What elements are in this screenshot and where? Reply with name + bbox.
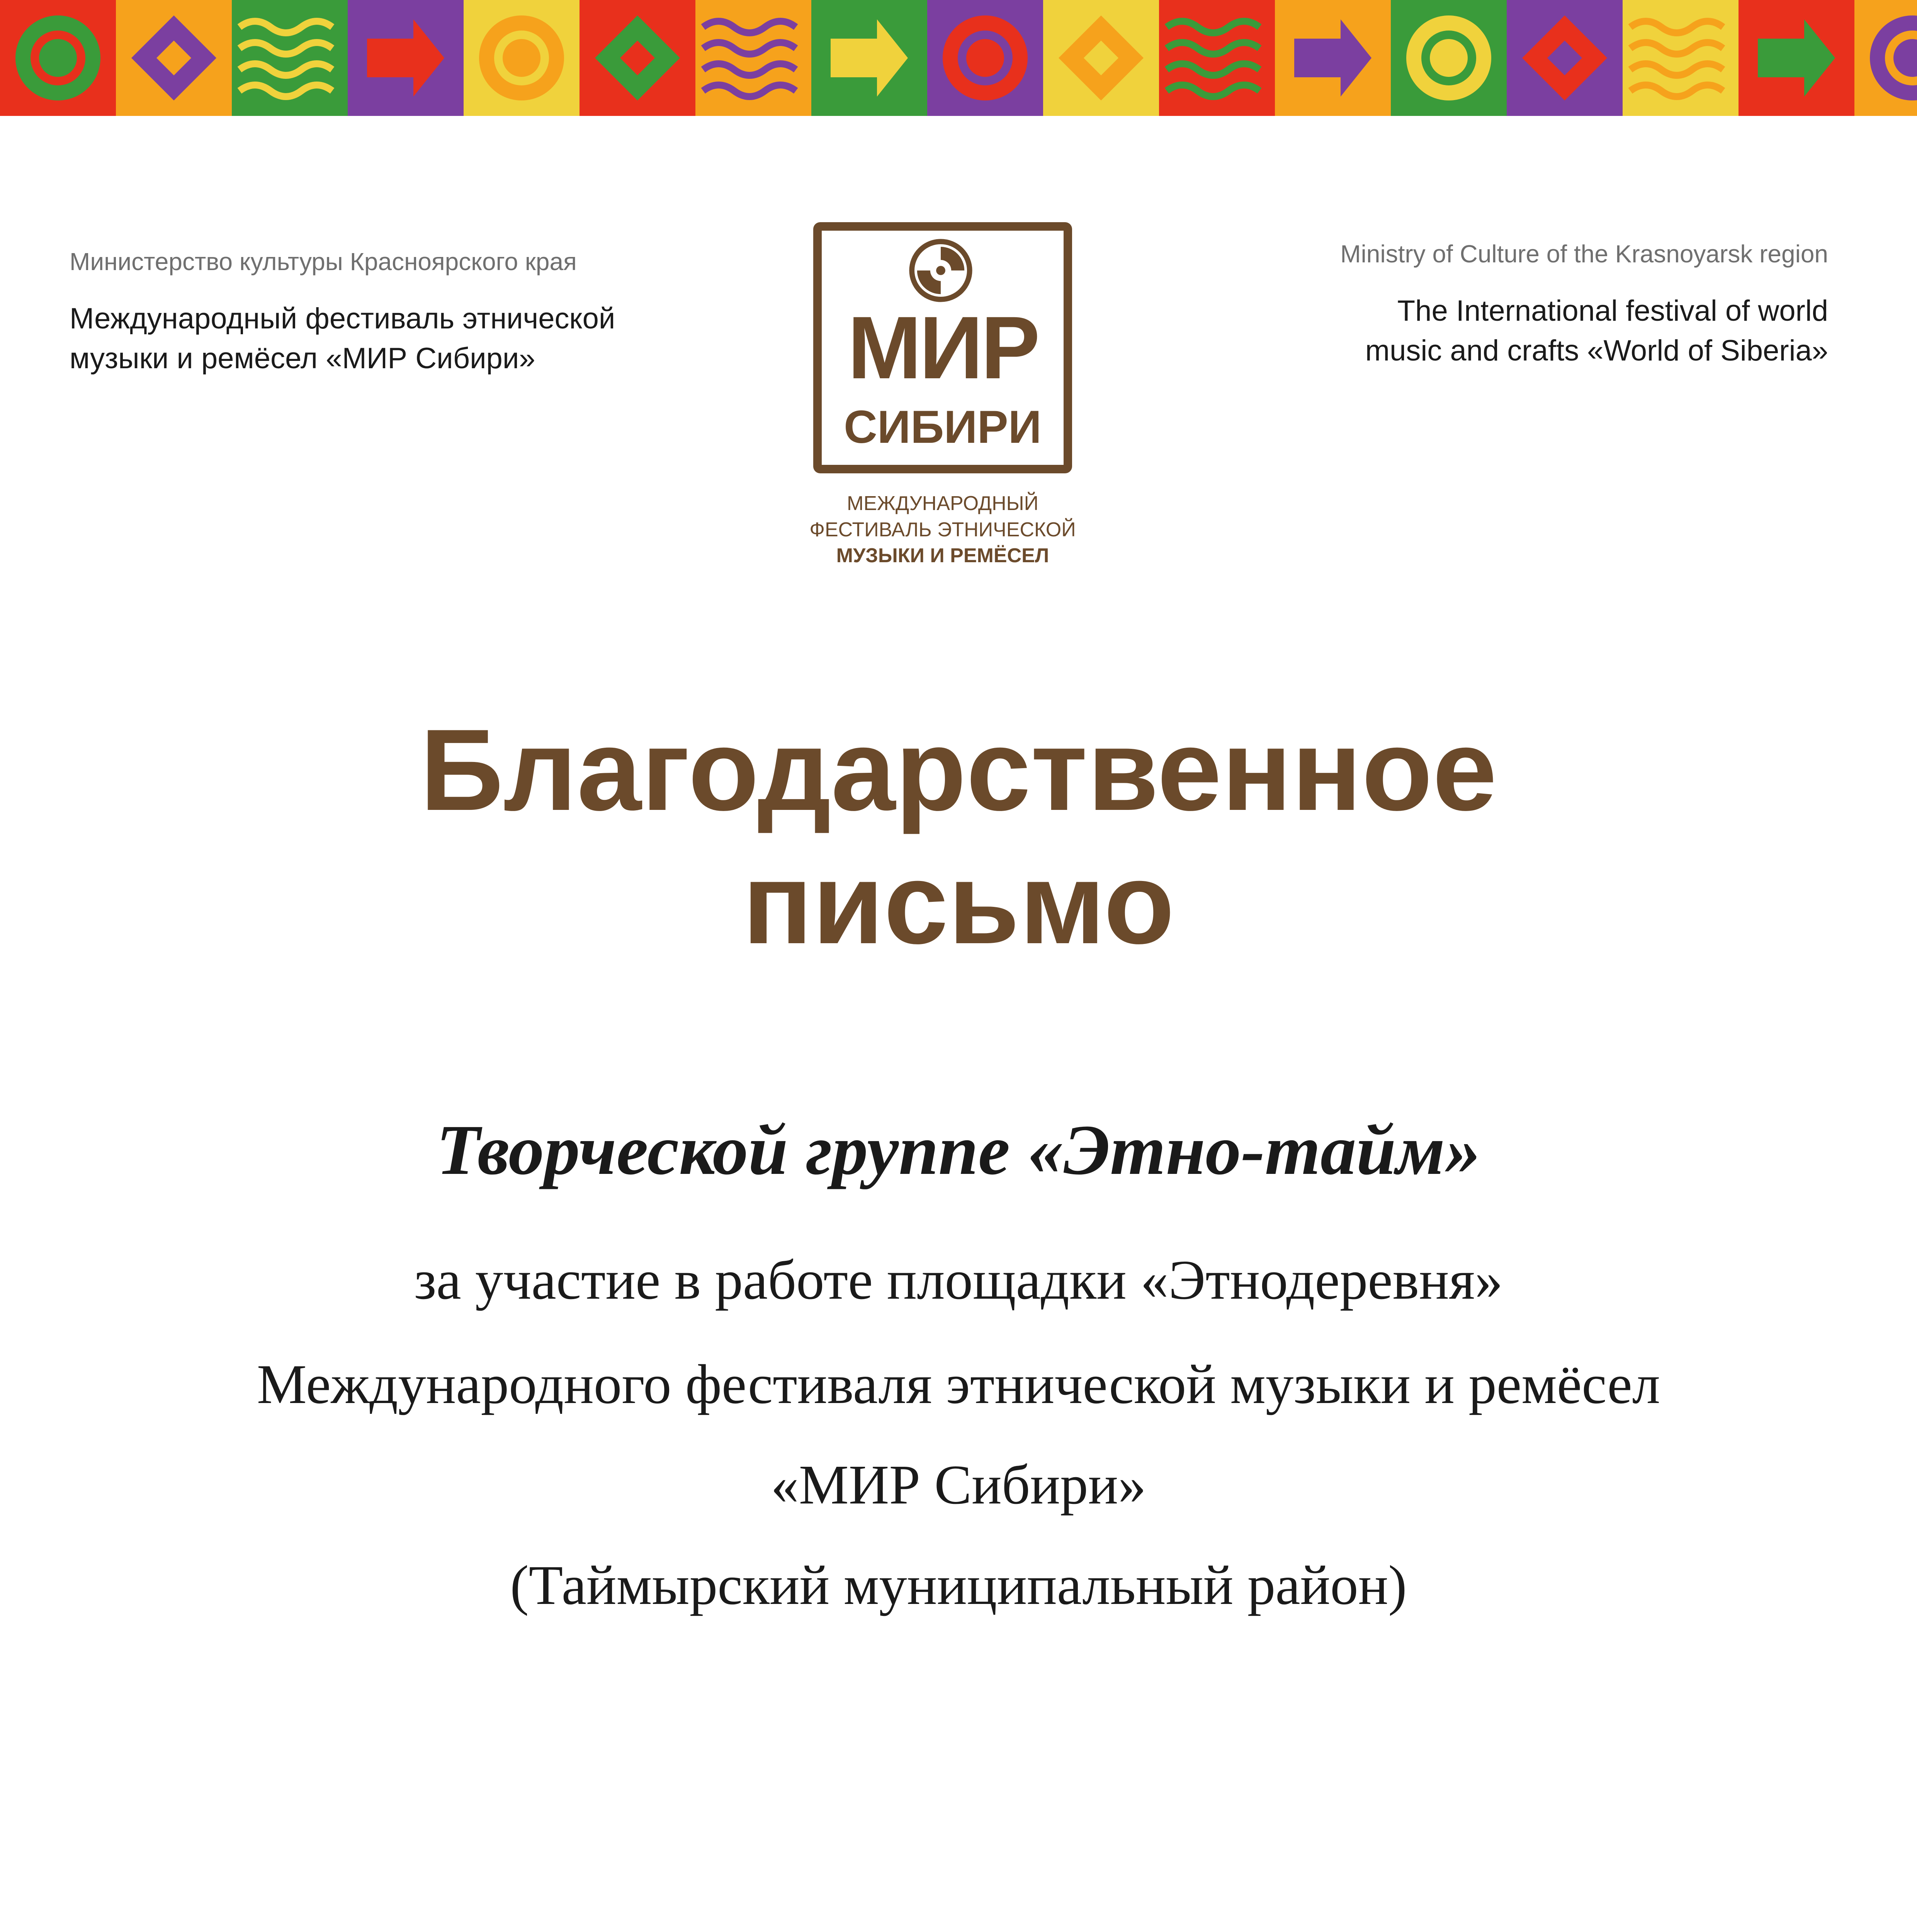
ornament-tile-waves bbox=[1159, 0, 1275, 116]
ornament-tile-swirl bbox=[927, 0, 1043, 116]
body-line-3: «МИР Сибири» bbox=[771, 1454, 1146, 1516]
ornament-tile-arrow bbox=[811, 0, 927, 116]
header-right bbox=[1171, 240, 1828, 371]
logo-caption-line2: ФЕСТИВАЛЬ ЭТНИЧЕСКОЙ bbox=[809, 518, 1076, 541]
ornament-tile-arrow bbox=[348, 0, 464, 116]
ornament-tile-diamond bbox=[1043, 0, 1159, 116]
festival-name-ru-line2: музыки и ремёсел «МИР Сибири» bbox=[70, 342, 535, 375]
document-title-line1: Благодарственное bbox=[420, 705, 1497, 835]
swirl-icon bbox=[908, 238, 974, 303]
document-title-line2: письмо bbox=[742, 838, 1175, 968]
ornament-tile-diamond bbox=[1507, 0, 1623, 116]
body-line-2: Международного фестиваля этнической музыки и ремёсел bbox=[257, 1354, 1660, 1415]
ornament-tile-diamond bbox=[116, 0, 232, 116]
ornament-tile-waves bbox=[695, 0, 811, 116]
logo-wordmark: МИР bbox=[847, 298, 1038, 397]
ornament-tile-waves bbox=[232, 0, 348, 116]
festival-name-ru-line1: Международный фестиваль этнической bbox=[70, 302, 615, 335]
recipient: Творческой группе «Этно-тайм» bbox=[436, 1111, 1481, 1190]
ministry-name-en: Ministry of Culture of the Krasnoyarsk region bbox=[1340, 240, 1828, 268]
document-title bbox=[0, 703, 1917, 970]
body-line-4: (Таймырский муниципальный район) bbox=[510, 1554, 1407, 1616]
logo-wordmark-sub: СИБИРИ bbox=[844, 401, 1042, 453]
body-line-1: за участие в работе площадки «Этнодеревня» bbox=[414, 1249, 1503, 1311]
festival-name-en-line2: music and crafts «World of Siberia» bbox=[1365, 334, 1828, 367]
ornament-tile-swirl bbox=[0, 0, 116, 116]
ornament-tile-arrow bbox=[1739, 0, 1854, 116]
ornament-tile-arrow bbox=[1275, 0, 1391, 116]
festival-name-en-line1: The International festival of world bbox=[1397, 294, 1828, 327]
ornament-tile-swirl bbox=[1391, 0, 1507, 116]
ornament-tile-diamond bbox=[580, 0, 695, 116]
festival-logo bbox=[813, 222, 1072, 473]
ornament-border-top bbox=[0, 0, 1917, 116]
logo-caption-line1: МЕЖДУНАРОДНЫЙ bbox=[846, 492, 1039, 515]
ornament-strip bbox=[0, 0, 1917, 116]
ornament-tile-waves bbox=[1623, 0, 1739, 116]
ornament-tile-swirl bbox=[1854, 0, 1917, 116]
ornament-tile-swirl bbox=[464, 0, 580, 116]
ministry-name-ru: Министерство культуры Красноярского края bbox=[70, 248, 577, 276]
header-left bbox=[70, 247, 688, 378]
logo-caption bbox=[753, 491, 1132, 569]
logo-caption-line3: МУЗЫКИ И РЕМЁСЕЛ bbox=[836, 544, 1049, 567]
